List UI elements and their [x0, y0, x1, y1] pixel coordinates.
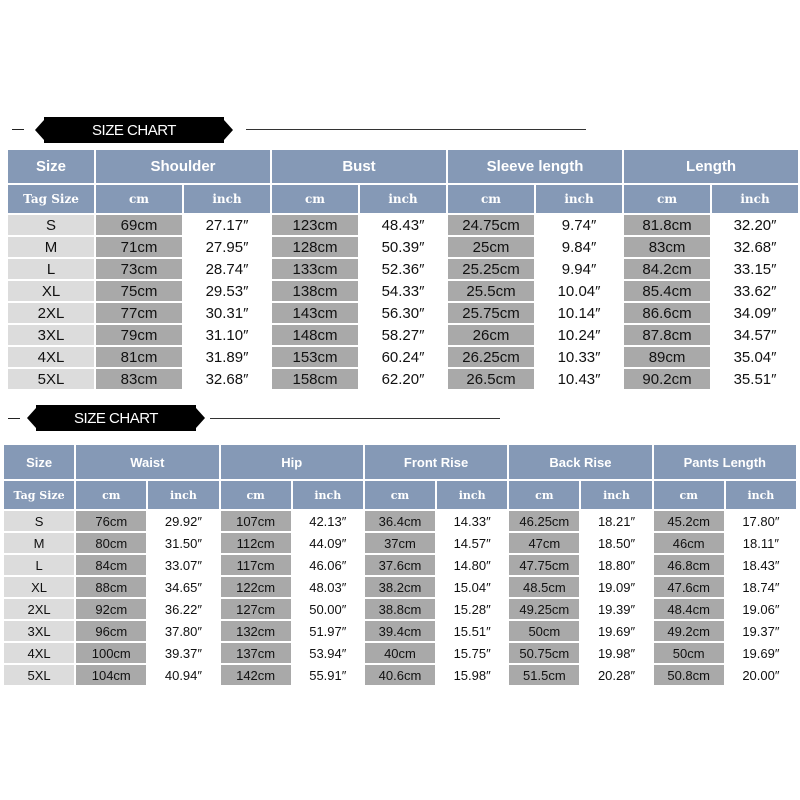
cm-value-cell: 45.2cm	[654, 511, 724, 531]
cm-value-cell: 107cm	[221, 511, 291, 531]
table-row	[4, 665, 796, 685]
inch-value-cell: 19.69″	[726, 643, 796, 663]
cm-value-cell: 39.4cm	[365, 621, 435, 641]
table-row	[8, 303, 798, 323]
inch-value-cell: 32.68″	[712, 237, 798, 257]
tag-size-label: Tag Size	[4, 481, 74, 509]
size-label-cell: L	[4, 555, 74, 575]
inch-value-cell: 9.94″	[536, 259, 622, 279]
cm-value-cell: 89cm	[624, 347, 710, 367]
cm-value-cell: 92cm	[76, 599, 146, 619]
cm-value-cell: 84cm	[76, 555, 146, 575]
size-label-cell: S	[8, 215, 94, 235]
top-size-chart-banner: SIZE CHART	[44, 117, 224, 143]
inch-value-cell: 19.37″	[726, 621, 796, 641]
inch-value-cell: 33.62″	[712, 281, 798, 301]
cm-value-cell: 123cm	[272, 215, 358, 235]
unit-header-row	[4, 481, 796, 509]
cm-value-cell: 79cm	[96, 325, 182, 345]
cm-value-cell: 132cm	[221, 621, 291, 641]
inch-value-cell: 18.21″	[581, 511, 651, 531]
cm-value-cell: 49.25cm	[509, 599, 579, 619]
cm-value-cell: 137cm	[221, 643, 291, 663]
inch-value-cell: 30.31″	[184, 303, 270, 323]
inch-value-cell: 48.03″	[293, 577, 363, 597]
cm-value-cell: 36.4cm	[365, 511, 435, 531]
inch-value-cell: 14.33″	[437, 511, 507, 531]
size-label-cell: 3XL	[8, 325, 94, 345]
unit-inch: inch	[581, 481, 651, 509]
unit-inch: inch	[726, 481, 796, 509]
cm-value-cell: 76cm	[76, 511, 146, 531]
size-label-cell: 2XL	[4, 599, 74, 619]
header-pants-length: Pants Length	[654, 445, 796, 479]
cm-value-cell: 40.6cm	[365, 665, 435, 685]
main-header-row	[8, 150, 798, 183]
banner-rule	[210, 418, 500, 419]
inch-value-cell: 39.37″	[148, 643, 218, 663]
inch-value-cell: 19.98″	[581, 643, 651, 663]
inch-value-cell: 46.06″	[293, 555, 363, 575]
cm-value-cell: 87.8cm	[624, 325, 710, 345]
inch-value-cell: 33.15″	[712, 259, 798, 279]
header-waist: Waist	[76, 445, 218, 479]
inch-value-cell: 20.00″	[726, 665, 796, 685]
cm-value-cell: 127cm	[221, 599, 291, 619]
header-hip: Hip	[221, 445, 363, 479]
unit-cm: cm	[96, 185, 182, 213]
inch-value-cell: 40.94″	[148, 665, 218, 685]
inch-value-cell: 15.51″	[437, 621, 507, 641]
cm-value-cell: 73cm	[96, 259, 182, 279]
inch-value-cell: 18.74″	[726, 577, 796, 597]
inch-value-cell: 53.94″	[293, 643, 363, 663]
table-row	[4, 555, 796, 575]
size-label-cell: S	[4, 511, 74, 531]
cm-value-cell: 142cm	[221, 665, 291, 685]
inch-value-cell: 9.84″	[536, 237, 622, 257]
inch-value-cell: 27.95″	[184, 237, 270, 257]
unit-inch: inch	[712, 185, 798, 213]
cm-value-cell: 46.25cm	[509, 511, 579, 531]
cm-value-cell: 83cm	[96, 369, 182, 389]
cm-value-cell: 24.75cm	[448, 215, 534, 235]
inch-value-cell: 10.24″	[536, 325, 622, 345]
inch-value-cell: 29.92″	[148, 511, 218, 531]
tag-size-label: Tag Size	[8, 185, 94, 213]
inch-value-cell: 33.07″	[148, 555, 218, 575]
table-row	[4, 643, 796, 663]
table-row	[8, 281, 798, 301]
size-label-cell: 4XL	[4, 643, 74, 663]
inch-value-cell: 52.36″	[360, 259, 446, 279]
cm-value-cell: 47cm	[509, 533, 579, 553]
size-label-cell: 5XL	[4, 665, 74, 685]
unit-inch: inch	[293, 481, 363, 509]
cm-value-cell: 96cm	[76, 621, 146, 641]
inch-value-cell: 32.68″	[184, 369, 270, 389]
inch-value-cell: 27.17″	[184, 215, 270, 235]
cm-value-cell: 50cm	[654, 643, 724, 663]
cm-value-cell: 25cm	[448, 237, 534, 257]
inch-value-cell: 60.24″	[360, 347, 446, 367]
cm-value-cell: 37.6cm	[365, 555, 435, 575]
cm-value-cell: 100cm	[76, 643, 146, 663]
header-size: Size	[4, 445, 74, 479]
cm-value-cell: 51.5cm	[509, 665, 579, 685]
cm-value-cell: 48.4cm	[654, 599, 724, 619]
cm-value-cell: 158cm	[272, 369, 358, 389]
inch-value-cell: 19.39″	[581, 599, 651, 619]
cm-value-cell: 25.75cm	[448, 303, 534, 323]
inch-value-cell: 44.09″	[293, 533, 363, 553]
cm-value-cell: 104cm	[76, 665, 146, 685]
unit-cm: cm	[272, 185, 358, 213]
header-back-rise: Back Rise	[509, 445, 651, 479]
header-bust: Bust	[272, 150, 446, 183]
bottom-table-body	[4, 511, 796, 685]
cm-value-cell: 47.6cm	[654, 577, 724, 597]
header-shoulder: Shoulder	[96, 150, 270, 183]
unit-cm: cm	[509, 481, 579, 509]
table-row	[8, 369, 798, 389]
main-header-row	[4, 445, 796, 479]
inch-value-cell: 19.09″	[581, 577, 651, 597]
cm-value-cell: 26cm	[448, 325, 534, 345]
cm-value-cell: 90.2cm	[624, 369, 710, 389]
unit-inch: inch	[184, 185, 270, 213]
cm-value-cell: 37cm	[365, 533, 435, 553]
cm-value-cell: 83cm	[624, 237, 710, 257]
inch-value-cell: 19.69″	[581, 621, 651, 641]
cm-value-cell: 143cm	[272, 303, 358, 323]
size-label-cell: 3XL	[4, 621, 74, 641]
size-label-cell: 4XL	[8, 347, 94, 367]
inch-value-cell: 54.33″	[360, 281, 446, 301]
unit-cm: cm	[624, 185, 710, 213]
header-length: Length	[624, 150, 798, 183]
inch-value-cell: 18.50″	[581, 533, 651, 553]
banner-dash	[8, 418, 20, 419]
inch-value-cell: 10.43″	[536, 369, 622, 389]
cm-value-cell: 50.75cm	[509, 643, 579, 663]
unit-inch: inch	[536, 185, 622, 213]
top-banner-row	[0, 116, 800, 146]
inch-value-cell: 10.33″	[536, 347, 622, 367]
cm-value-cell: 75cm	[96, 281, 182, 301]
cm-value-cell: 85.4cm	[624, 281, 710, 301]
banner-dash	[12, 129, 24, 130]
unit-header-row	[8, 185, 798, 213]
inch-value-cell: 36.22″	[148, 599, 218, 619]
unit-cm: cm	[221, 481, 291, 509]
cm-value-cell: 133cm	[272, 259, 358, 279]
size-label-cell: L	[8, 259, 94, 279]
unit-cm: cm	[654, 481, 724, 509]
cm-value-cell: 71cm	[96, 237, 182, 257]
inch-value-cell: 10.04″	[536, 281, 622, 301]
inch-value-cell: 62.20″	[360, 369, 446, 389]
bottom-banner-row	[0, 405, 800, 435]
inch-value-cell: 28.74″	[184, 259, 270, 279]
inch-value-cell: 42.13″	[293, 511, 363, 531]
table-row	[4, 621, 796, 641]
cm-value-cell: 153cm	[272, 347, 358, 367]
inch-value-cell: 17.80″	[726, 511, 796, 531]
cm-value-cell: 148cm	[272, 325, 358, 345]
cm-value-cell: 47.75cm	[509, 555, 579, 575]
inch-value-cell: 56.30″	[360, 303, 446, 323]
inch-value-cell: 19.06″	[726, 599, 796, 619]
inch-value-cell: 18.80″	[581, 555, 651, 575]
cm-value-cell: 50.8cm	[654, 665, 724, 685]
inch-value-cell: 18.43″	[726, 555, 796, 575]
header-size: Size	[8, 150, 94, 183]
inch-value-cell: 31.89″	[184, 347, 270, 367]
cm-value-cell: 46cm	[654, 533, 724, 553]
inch-value-cell: 15.75″	[437, 643, 507, 663]
unit-cm: cm	[365, 481, 435, 509]
inch-value-cell: 37.80″	[148, 621, 218, 641]
cm-value-cell: 26.25cm	[448, 347, 534, 367]
cm-value-cell: 25.5cm	[448, 281, 534, 301]
inch-value-cell: 32.20″	[712, 215, 798, 235]
header-sleeve-length: Sleeve length	[448, 150, 622, 183]
inch-value-cell: 20.28″	[581, 665, 651, 685]
size-label-cell: 2XL	[8, 303, 94, 323]
cm-value-cell: 112cm	[221, 533, 291, 553]
unit-inch: inch	[437, 481, 507, 509]
unit-inch: inch	[148, 481, 218, 509]
header-front-rise: Front Rise	[365, 445, 507, 479]
cm-value-cell: 26.5cm	[448, 369, 534, 389]
cm-value-cell: 48.5cm	[509, 577, 579, 597]
inch-value-cell: 55.91″	[293, 665, 363, 685]
bottom-size-chart-banner: SIZE CHART	[36, 405, 196, 431]
table-row	[4, 511, 796, 531]
unit-cm: cm	[76, 481, 146, 509]
inch-value-cell: 9.74″	[536, 215, 622, 235]
size-label-cell: M	[4, 533, 74, 553]
table-row	[8, 347, 798, 367]
cm-value-cell: 122cm	[221, 577, 291, 597]
cm-value-cell: 69cm	[96, 215, 182, 235]
table-row	[4, 533, 796, 553]
inch-value-cell: 58.27″	[360, 325, 446, 345]
inch-value-cell: 15.04″	[437, 577, 507, 597]
cm-value-cell: 81.8cm	[624, 215, 710, 235]
size-label-cell: 5XL	[8, 369, 94, 389]
inch-value-cell: 29.53″	[184, 281, 270, 301]
size-label-cell: XL	[8, 281, 94, 301]
cm-value-cell: 80cm	[76, 533, 146, 553]
inch-value-cell: 31.10″	[184, 325, 270, 345]
inch-value-cell: 34.09″	[712, 303, 798, 323]
unit-inch: inch	[360, 185, 446, 213]
inch-value-cell: 51.97″	[293, 621, 363, 641]
inch-value-cell: 35.04″	[712, 347, 798, 367]
inch-value-cell: 18.11″	[726, 533, 796, 553]
cm-value-cell: 49.2cm	[654, 621, 724, 641]
inch-value-cell: 50.39″	[360, 237, 446, 257]
inch-value-cell: 14.57″	[437, 533, 507, 553]
inch-value-cell: 34.65″	[148, 577, 218, 597]
size-label-cell: XL	[4, 577, 74, 597]
inch-value-cell: 35.51″	[712, 369, 798, 389]
cm-value-cell: 40cm	[365, 643, 435, 663]
inch-value-cell: 14.80″	[437, 555, 507, 575]
cm-value-cell: 25.25cm	[448, 259, 534, 279]
inch-value-cell: 48.43″	[360, 215, 446, 235]
table-row	[8, 215, 798, 235]
cm-value-cell: 50cm	[509, 621, 579, 641]
table-row	[4, 599, 796, 619]
cm-value-cell: 88cm	[76, 577, 146, 597]
inch-value-cell: 15.28″	[437, 599, 507, 619]
inch-value-cell: 31.50″	[148, 533, 218, 553]
cm-value-cell: 38.2cm	[365, 577, 435, 597]
cm-value-cell: 86.6cm	[624, 303, 710, 323]
cm-value-cell: 138cm	[272, 281, 358, 301]
inch-value-cell: 34.57″	[712, 325, 798, 345]
cm-value-cell: 117cm	[221, 555, 291, 575]
unit-cm: cm	[448, 185, 534, 213]
bottom-size-table	[2, 443, 798, 687]
top-size-table	[6, 148, 800, 391]
banner-rule	[246, 129, 586, 130]
inch-value-cell: 15.98″	[437, 665, 507, 685]
size-label-cell: M	[8, 237, 94, 257]
table-row	[8, 259, 798, 279]
cm-value-cell: 38.8cm	[365, 599, 435, 619]
table-row	[8, 237, 798, 257]
inch-value-cell: 50.00″	[293, 599, 363, 619]
table-row	[4, 577, 796, 597]
top-table-body	[8, 215, 798, 389]
cm-value-cell: 77cm	[96, 303, 182, 323]
cm-value-cell: 84.2cm	[624, 259, 710, 279]
inch-value-cell: 10.14″	[536, 303, 622, 323]
cm-value-cell: 46.8cm	[654, 555, 724, 575]
cm-value-cell: 81cm	[96, 347, 182, 367]
table-row	[8, 325, 798, 345]
cm-value-cell: 128cm	[272, 237, 358, 257]
